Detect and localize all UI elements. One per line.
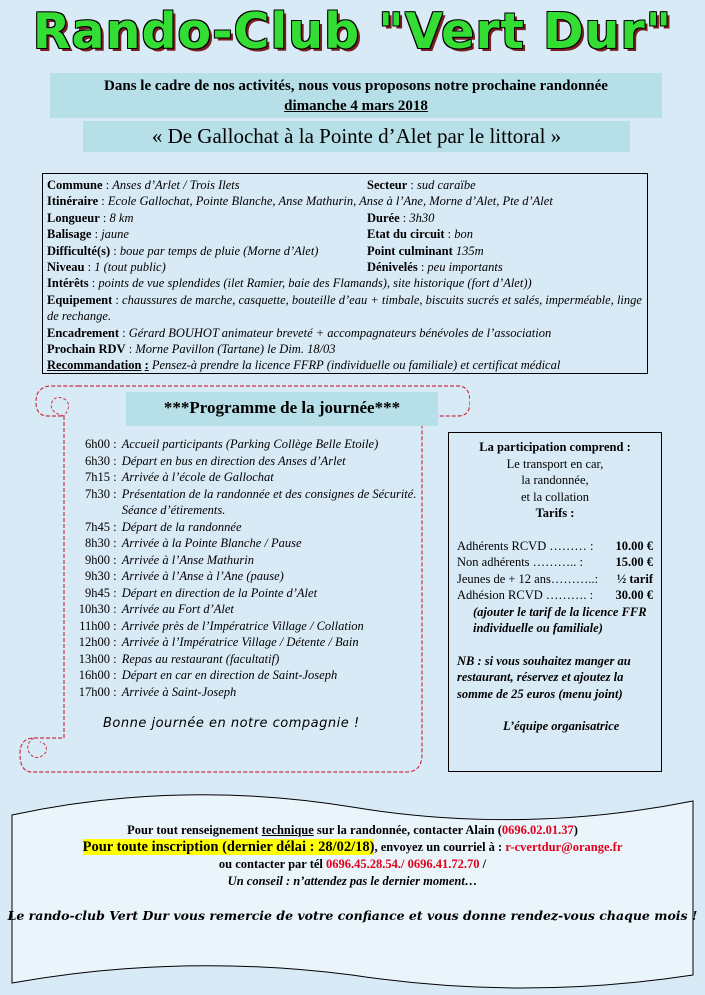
programme-item bbox=[72, 469, 417, 486]
programme-item bbox=[72, 585, 417, 602]
separator: : bbox=[110, 470, 120, 484]
separator: : bbox=[110, 453, 120, 468]
info-box: Commune : Anses d’Arlet / Trois Ilets Secteur : sud caraïbe Itinéraire : Ecole Gallochat, Pointe Blanche, Anse Mathurin, Anse à l’Ane, Morne d’Alet, Pte d’Alet Longueur : 8 km Durée : 3h30 Balisage : jaune Etat du circuit : bon Difficulté(s) : boue par temps de pluie (Morne d’Alet) Point culminant 135m Niveau : 1 (tout public) Dénivelés : peu importants Intérêts : points de vue splendides (ilet Ramier, baie des Flamands), site historique (fort d’Alet)) Equipement : chaussures de marche, casquette, bouteille d’eau + timbale, biscuits sucrés et salés, imperméable, linge de rechange. Encadrement : Gérard BOUHOT animateur breveté + accompagnateurs bénévoles de l’association Prochain RDV : Morne Pavillon (Tartane) le Dim. 18/03 Recommandation : Pensez-à prendre la licence FFRP (individuelle ou familiale) et certificat médical bbox=[42, 173, 648, 374]
inscription-deadline: Pour toute inscription (dernier délai : 28/02/18) bbox=[82, 839, 375, 855]
programme-item bbox=[72, 684, 417, 701]
separator: : bbox=[110, 519, 120, 534]
programme-item bbox=[72, 535, 417, 552]
interets-value: points de vue splendides (ilet Ramier, baie des Flamands), site historique (fort d’Alet)) bbox=[98, 276, 532, 291]
secteur-value: sud caraïbe bbox=[417, 178, 476, 192]
tel-line bbox=[0, 856, 705, 873]
rdv-value: Morne Pavillon (Tartane) le Dim. 18/03 bbox=[135, 341, 336, 356]
longueur-label: Longueur bbox=[47, 210, 100, 225]
programme-time: 9h00 bbox=[85, 552, 110, 567]
separator: : bbox=[110, 569, 120, 583]
price-value: ½ tarif bbox=[616, 571, 653, 586]
separator: : bbox=[110, 618, 120, 633]
balisage-label: Balisage bbox=[47, 227, 92, 242]
participation-line-1: Le transport en car, bbox=[506, 456, 604, 471]
commune-value: Anses d’Arlet / Trois Ilets bbox=[112, 178, 240, 192]
nb-note: NB : si vous souhaitez manger au restaurant, réservez et ajoutez la somme de 25 euros (menu joint) bbox=[457, 653, 631, 701]
programme-time: 6h30 bbox=[85, 453, 110, 468]
programme-time: 16h00 bbox=[78, 668, 110, 682]
price-label: Adhérents RCVD ……… : bbox=[457, 538, 594, 553]
separator: : bbox=[110, 602, 120, 616]
difficulte-label: Difficulté(s) bbox=[47, 243, 111, 258]
equipement-label: Equipement bbox=[47, 292, 113, 307]
programme-desc: Accueil participants (Parking Collège Belle Etoile) bbox=[121, 437, 379, 451]
culminant-label: Point culminant bbox=[367, 243, 453, 258]
intro-line: Dans le cadre de nos activités, nous vous proposons notre prochaine randonnée bbox=[104, 78, 608, 94]
separator: : bbox=[110, 437, 120, 451]
tel-suffix: / bbox=[479, 857, 487, 871]
programme-desc: Arrivée près de l’Impératrice Village / Collation bbox=[121, 618, 364, 633]
niveau-label: Niveau bbox=[47, 259, 85, 274]
etat-label: Etat du circuit bbox=[367, 227, 445, 242]
commune-label: Commune bbox=[47, 178, 103, 192]
equipement-value: chaussures de marche, casquette, bouteille d’eau + timbale, biscuits sucrés et salés, imperméable, linge de rechange. bbox=[47, 292, 642, 324]
balisage-value: jaune bbox=[101, 227, 129, 242]
programme-desc: Départ en direction de la Pointe d’Alet bbox=[121, 585, 318, 600]
tech-word: technique bbox=[261, 823, 314, 837]
programme-time: 12h00 bbox=[78, 635, 110, 649]
niveau-value: 1 (tout public) bbox=[94, 259, 166, 274]
participation-line-3: et la collation bbox=[520, 489, 590, 504]
programme-list bbox=[72, 436, 417, 700]
price-label: Adhésion RCVD ………. : bbox=[457, 588, 594, 602]
thanks-message: Le rando-club Vert Dur vous remercie de votre confiance et vous donne rendez-vous chaque mois ! bbox=[7, 908, 698, 923]
programme-item bbox=[72, 436, 417, 453]
programme-time: 7h30 bbox=[85, 486, 110, 501]
programme-time: 6h00 bbox=[85, 437, 110, 451]
deniveles-label: Dénivelés bbox=[367, 259, 418, 274]
programme-item bbox=[72, 486, 417, 519]
tarifs-label: Tarifs : bbox=[535, 506, 575, 520]
interets-label: Intérêts bbox=[47, 276, 89, 291]
separator: : bbox=[110, 552, 120, 567]
secteur-label: Secteur bbox=[367, 178, 408, 192]
recommandation-value: Pensez-à prendre la licence FFRP (individuelle ou familiale) et certificat médical bbox=[151, 358, 561, 373]
inscription-line bbox=[0, 839, 705, 856]
programme-desc: Arrivée à l’Anse Mathurin bbox=[121, 552, 254, 567]
programme-desc: Arrivée à la Pointe Blanche / Pause bbox=[121, 536, 302, 550]
price-label: Non adhérents ……….. : bbox=[457, 555, 584, 569]
programme-time: 7h15 bbox=[85, 470, 110, 484]
programme-desc: Arrivée à l’Impératrice Village / Détente / Bain bbox=[121, 635, 359, 649]
separator: : bbox=[110, 585, 120, 600]
programme-item bbox=[72, 651, 417, 668]
separator: : bbox=[110, 684, 120, 699]
itineraire-label: Itinéraire bbox=[47, 194, 99, 209]
programme-item bbox=[72, 552, 417, 569]
programme-desc: Arrivée à l’école de Gallochat bbox=[121, 470, 274, 484]
programme-item bbox=[72, 634, 417, 651]
programme-time: 7h45 bbox=[85, 519, 110, 534]
programme-item bbox=[72, 519, 417, 536]
programme-time: 8h30 bbox=[85, 536, 110, 550]
difficulte-value: boue par temps de pluie (Morne d’Alet) bbox=[119, 243, 319, 258]
event-date: dimanche 4 mars 2018 bbox=[284, 98, 428, 114]
price-row bbox=[449, 571, 661, 588]
programme-time: 11h00 bbox=[79, 618, 110, 633]
tech-contact bbox=[0, 822, 705, 839]
programme-time: 9h30 bbox=[85, 569, 110, 583]
itineraire-value: Ecole Gallochat, Pointe Blanche, Anse Mathurin, Anse à l’Ane, Morne d’Alet, Pte d’Alet bbox=[107, 194, 553, 209]
programme-desc: Départ en car en direction de Saint-Joseph bbox=[121, 668, 338, 682]
programme-item bbox=[72, 667, 417, 684]
signature: L’équipe organisatrice bbox=[503, 719, 620, 733]
programme-desc: Arrivée à Saint-Joseph bbox=[121, 684, 237, 699]
programme-desc: Arrivée à l’Anse à l’Ane (pause) bbox=[121, 569, 284, 583]
tech-suffix: sur la randonnée, contacter Alain ( bbox=[313, 823, 502, 837]
programme-item bbox=[72, 453, 417, 470]
separator: : bbox=[110, 486, 120, 501]
price-label: Jeunes de + 12 ans………..: bbox=[457, 571, 599, 586]
culminant-value: 135m bbox=[455, 243, 484, 258]
price-value: 15.00 € bbox=[615, 555, 653, 569]
page-title: Rando-Club "Vert Dur" bbox=[32, 3, 673, 60]
separator: : bbox=[110, 651, 120, 666]
programme-title: ***Programme de la journée*** bbox=[126, 392, 438, 426]
licence-note: (ajouter le tarif de la licence FFR individuelle ou familiale) bbox=[473, 604, 647, 635]
advice: Un conseil : n’attendez pas le dernier moment… bbox=[227, 874, 478, 888]
participation-line-2: la randonnée, bbox=[521, 473, 589, 487]
price-row bbox=[449, 587, 661, 604]
programme-desc: Repas au restaurant (facultatif) bbox=[121, 651, 280, 666]
programme-desc: Départ de la randonnée bbox=[121, 519, 242, 534]
tech-phone[interactable]: 0696.02.01.37 bbox=[501, 823, 574, 837]
programme-item bbox=[72, 618, 417, 635]
tel-numbers[interactable]: 0696.45.28.54./ 0696.41.72.70 bbox=[326, 857, 480, 871]
encadrement-label: Encadrement bbox=[47, 325, 119, 340]
tech-close: ) bbox=[573, 823, 578, 837]
programme-desc: Départ en bus en direction des Anses d’Arlet bbox=[121, 453, 346, 468]
programme-item bbox=[72, 568, 417, 585]
tech-prefix: Pour tout renseignement bbox=[127, 823, 262, 837]
separator: : bbox=[110, 668, 120, 682]
programme-time: 10h30 bbox=[78, 602, 110, 616]
rdv-label: Prochain RDV bbox=[47, 341, 126, 356]
participation-title: La participation comprend : bbox=[479, 440, 631, 454]
duree-label: Durée bbox=[367, 210, 400, 225]
recommandation-label: Recommandation bbox=[47, 358, 142, 373]
deniveles-value: peu importants bbox=[427, 259, 503, 274]
longueur-value: 8 km bbox=[109, 210, 134, 225]
email-link[interactable]: r-cvertdur@orange.fr bbox=[505, 840, 623, 854]
programme-time: 13h00 bbox=[78, 651, 110, 666]
intro-banner bbox=[50, 73, 662, 118]
separator: : bbox=[110, 635, 120, 649]
programme-desc: Arrivée au Fort d’Alet bbox=[121, 602, 234, 616]
price-row bbox=[449, 538, 661, 555]
price-value: 30.00 € bbox=[615, 588, 653, 602]
closing-message: Bonne journée en notre compagnie ! bbox=[103, 716, 360, 731]
footer-banner bbox=[10, 787, 695, 995]
programme-desc: Présentation de la randonnée et des consignes de Sécurité. Séance d’étirements. bbox=[121, 486, 417, 517]
inscription-mid: , envoyez un courriel à : bbox=[374, 840, 506, 854]
duree-value: 3h30 bbox=[409, 210, 435, 225]
tel-prefix: ou contacter par tél bbox=[218, 857, 327, 871]
participation-box bbox=[448, 432, 662, 772]
programme-time: 17h00 bbox=[78, 684, 110, 699]
hike-title: « De Gallochat à la Pointe d’Alet par le littoral » bbox=[83, 121, 630, 152]
footer-text bbox=[0, 822, 705, 890]
programme-time: 9h45 bbox=[85, 585, 110, 600]
banner-outline bbox=[10, 787, 695, 995]
programme-item bbox=[72, 601, 417, 618]
price-row bbox=[449, 554, 661, 571]
price-value: 10.00 € bbox=[615, 538, 653, 553]
separator: : bbox=[110, 536, 120, 550]
encadrement-value: Gérard BOUHOT animateur breveté + accompagnateurs bénévoles de l’association bbox=[128, 325, 552, 340]
etat-value: bon bbox=[454, 227, 474, 242]
